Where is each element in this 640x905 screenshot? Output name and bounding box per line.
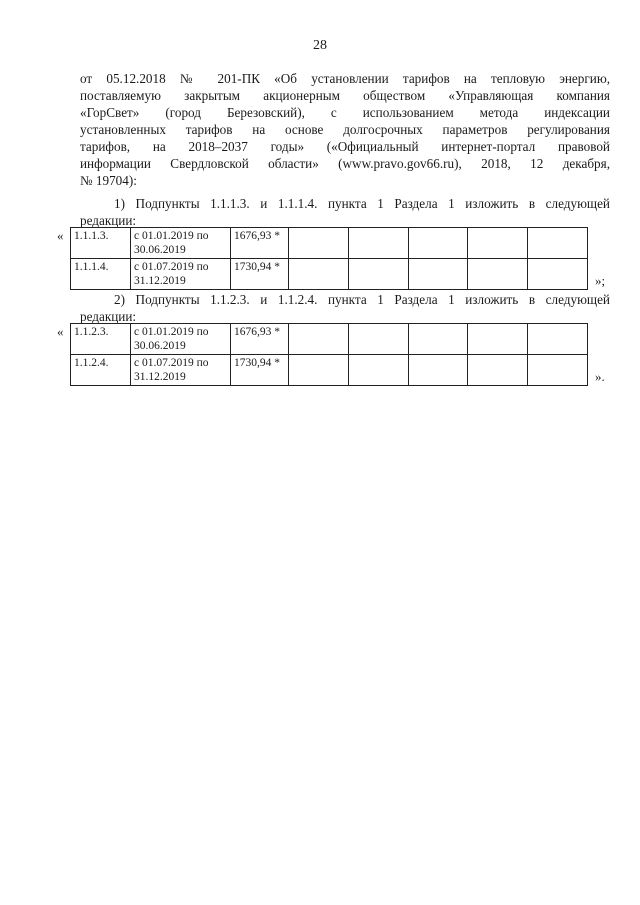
row-period-cell: с 01.01.2019 по 30.06.2019: [131, 324, 231, 355]
intro-line: № 19704):: [80, 173, 137, 188]
section1-heading: [80, 195, 610, 229]
empty-cell: [408, 228, 468, 259]
row-code-cell: 1.1.2.3.: [71, 324, 131, 355]
empty-cell: [528, 324, 588, 355]
empty-cell: [468, 228, 528, 259]
empty-cell: [348, 228, 408, 259]
section2-heading-line: 2) Подпункты 1.1.2.3. и 1.1.2.4. пункта 1 Раздела 1 изложить в следующей: [114, 292, 610, 307]
row-period-cell: с 01.07.2019 по 31.12.2019: [131, 259, 231, 290]
quote-open-mark: «: [57, 228, 64, 243]
row-code-cell: 1.1.1.3.: [71, 228, 131, 259]
section1-heading-line: редакции:: [80, 213, 137, 228]
row-value-cell: 1676,93 *: [231, 324, 289, 355]
section2-heading-line: редакции:: [80, 309, 137, 324]
section1-tariff-table: [70, 227, 588, 290]
empty-cell: [408, 259, 468, 290]
empty-cell: [348, 259, 408, 290]
intro-line: «ГорСвет» (город Березовский), с использованием метода индексации: [80, 105, 610, 120]
intro-line: тарифов, на 2018–2037 годы» («Официальный интернет-портал правовой: [80, 139, 610, 154]
table-row: [71, 324, 588, 355]
row-period-cell: с 01.01.2019 по 30.06.2019: [131, 228, 231, 259]
table-row: [71, 228, 588, 259]
empty-cell: [348, 355, 408, 386]
empty-cell: [348, 324, 408, 355]
intro-line: поставляемую закрытым акционерным обществом «Управляющая компания: [80, 88, 610, 103]
row-value-cell: 1730,94 *: [231, 259, 289, 290]
row-value-cell: 1730,94 *: [231, 355, 289, 386]
section1-heading-line: 1) Подпункты 1.1.1.3. и 1.1.1.4. пункта 1 Раздела 1 изложить в следующей: [114, 196, 610, 211]
intro-line: установленных тарифов на основе долгосрочных параметров регулирования: [80, 122, 610, 137]
row-code-cell: 1.1.2.4.: [71, 355, 131, 386]
table-row: [71, 355, 588, 386]
empty-cell: [468, 324, 528, 355]
intro-paragraph: [80, 70, 610, 189]
empty-cell: [528, 228, 588, 259]
empty-cell: [289, 228, 349, 259]
quote-close-mark: »;: [595, 273, 606, 288]
empty-cell: [408, 355, 468, 386]
empty-cell: [289, 324, 349, 355]
empty-cell: [289, 355, 349, 386]
section2-heading: [80, 291, 610, 325]
intro-line: информации Свердловской области» (www.pravo.gov66.ru), 2018, 12 декабря,: [80, 156, 610, 171]
page-number: 28: [313, 38, 327, 53]
empty-cell: [289, 259, 349, 290]
row-code-cell: 1.1.1.4.: [71, 259, 131, 290]
empty-cell: [408, 324, 468, 355]
empty-cell: [528, 259, 588, 290]
row-period-cell: с 01.07.2019 по 31.12.2019: [131, 355, 231, 386]
table-row: [71, 259, 588, 290]
empty-cell: [468, 259, 528, 290]
row-value-cell: 1676,93 *: [231, 228, 289, 259]
intro-line: от 05.12.2018 № 201-ПК «Об установлении тарифов на тепловую энергию,: [80, 71, 610, 86]
quote-open-mark: «: [57, 324, 64, 339]
section2-tariff-table: [70, 323, 588, 386]
empty-cell: [528, 355, 588, 386]
quote-close-mark: ».: [595, 369, 605, 384]
empty-cell: [468, 355, 528, 386]
